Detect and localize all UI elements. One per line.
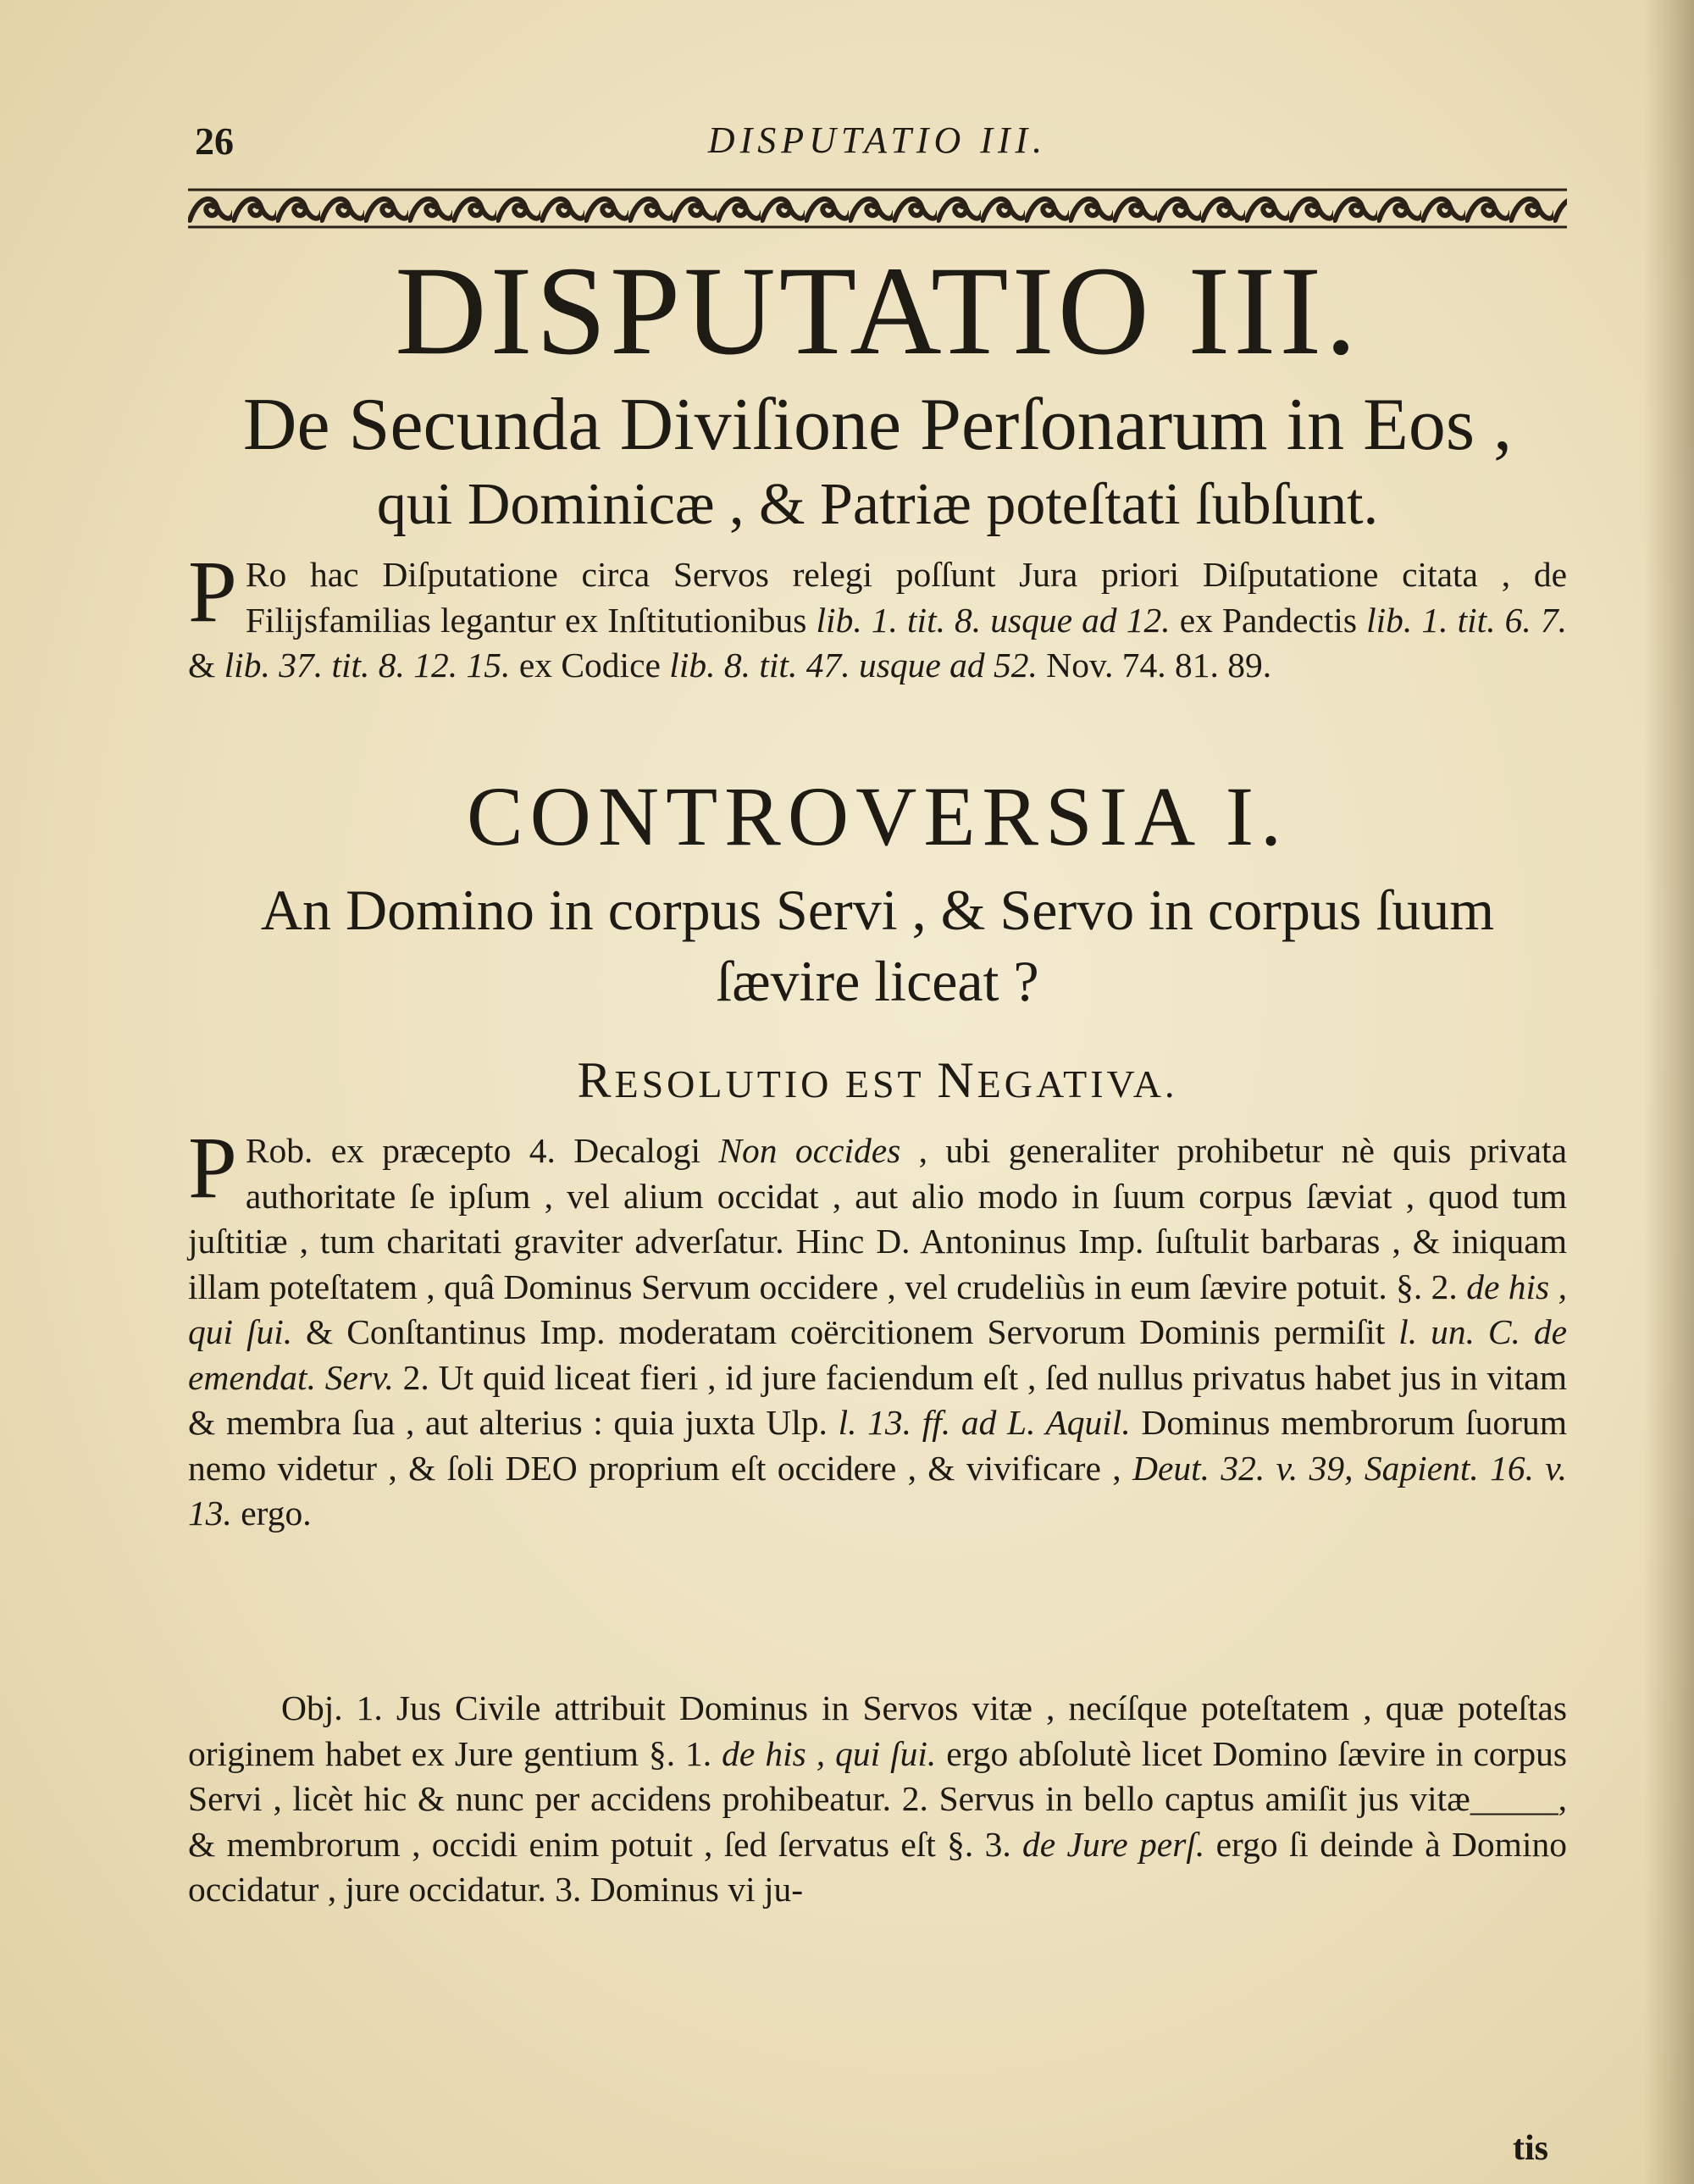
citation: lib. 8. tit. 47. usque ad 52. [669,646,1038,685]
citation: de Jure perſ. [1022,1824,1205,1864]
subtitle-line-1: De Secunda Diviſione Perſonarum in Eos , [242,384,1513,466]
citation: l. 13. ff. ad L. Aquil. [838,1403,1131,1442]
question-line-1: An Domino in corpus Servi , & Servo in corpus ſuum [260,878,1495,942]
citation: lib. 1. tit. 8. usque ad 12. [816,600,1171,640]
running-head [188,119,1567,169]
intro-text: Ro hac Diſputatione circa Servos relegi poſſunt Jura priori Diſputatione citata , de Filijsfamilias legantur ex Inſtitutionibus [245,555,1567,640]
ornamental-rule [188,186,1567,230]
citation: lib. 37. tit. 8. 12. 15. [224,646,511,685]
citation: Deut. 32. v. 39, Sapient. 16. v. 13. [188,1448,1567,1533]
intro-text: Nov. 74. 81. 89. [1037,646,1272,685]
intro-paragraph [188,543,1567,689]
citation: de his , qui ſui. [722,1733,937,1773]
question-line-2: ſævire liceat ? [716,949,1039,1013]
intro-text: ex Pandectis [1170,600,1367,640]
citation: lib. 1. tit. 6. 7. [1366,600,1567,640]
running-title: DISPUTATIO III. [707,119,1048,161]
subtitle-line-2: qui Dominicæ , & Patriæ poteſtati ſubſunt. [376,472,1379,537]
citation: Non occides [718,1131,901,1170]
ornament-band-icon [188,186,1567,230]
dropcap: P [188,1119,237,1217]
proof-paragraph: P Rob. ex præcepto 4. Decalogi Non occides , ubi generaliter prohibetur nè quis privata authoritate ſe ipſum , vel alium occidat , aut alio modo in ſuum corpus ſæviat , quod tum juſtitiæ , tum charitati graviter adverſatur. Hinc D. Antoninus Imp. ſuſtulit barbaras , & iniquam illam poteſtatem , quâ Dominus Servum occidere , vel crudeliùs in eum ſævire potuit. §. 2. de his , qui ſui. & Conſtantinus Imp. moderatam coërcitionem Servorum Dominis permiſit l. un. C. de emendat. Serv. 2. Ut quid liceat fieri , id jure faciendum eſt , ſed nullus privatus habet jus in vitam & membra ſua , aut alterius : quia juxta Ulp. l. 13. ff. ad L. Aquil. Dominus membrorum ſuorum nemo videtur , & ſoli DEO proprium eſt occidere , & vivificare , Deut. 32. v. 39, Sapient. 16. v. 13. ergo. [188,1119,1568,1533]
resolution-heading: RESOLUTIO EST NEGATIVA. [577,1052,1178,1108]
dropcap: P [188,543,237,640]
intro-text: ex Codice [510,646,670,685]
citation: de his , qui ſui. [188,1267,1567,1351]
intro-text: & [188,646,224,685]
catchword: tis [1513,2129,1548,2168]
main-title: DISPUTATIO III. [395,241,1360,381]
controversia-heading: CONTROVERSIA I. [466,769,1289,863]
page-number: 26 [195,119,234,163]
page-gutter-shadow [1643,0,1694,2184]
citation: l. un. C. de emendat. Serv. [188,1312,1567,1397]
objection-paragraph: Obj. 1. Jus Civile attribuit Dominus in Servos vitæ , necíſque poteſtatem , quæ poteſtas originem habet ex Jure gentium §. 1. de his , qui ſui. ergo abſolutè licet Domino ſævire in corpus Servi , licèt hic & nunc per accidens prohibeatur. 2. Servus in bello captus amiſit jus vitæ_____, & membrorum , occidi enim potuit , ſed ſervatus eſt §. 3. de Jure perſ. ergo ſi deinde à Domino occidatur , jure occidatur. 3. Dominus vi ju- [188,1688,1567,1909]
